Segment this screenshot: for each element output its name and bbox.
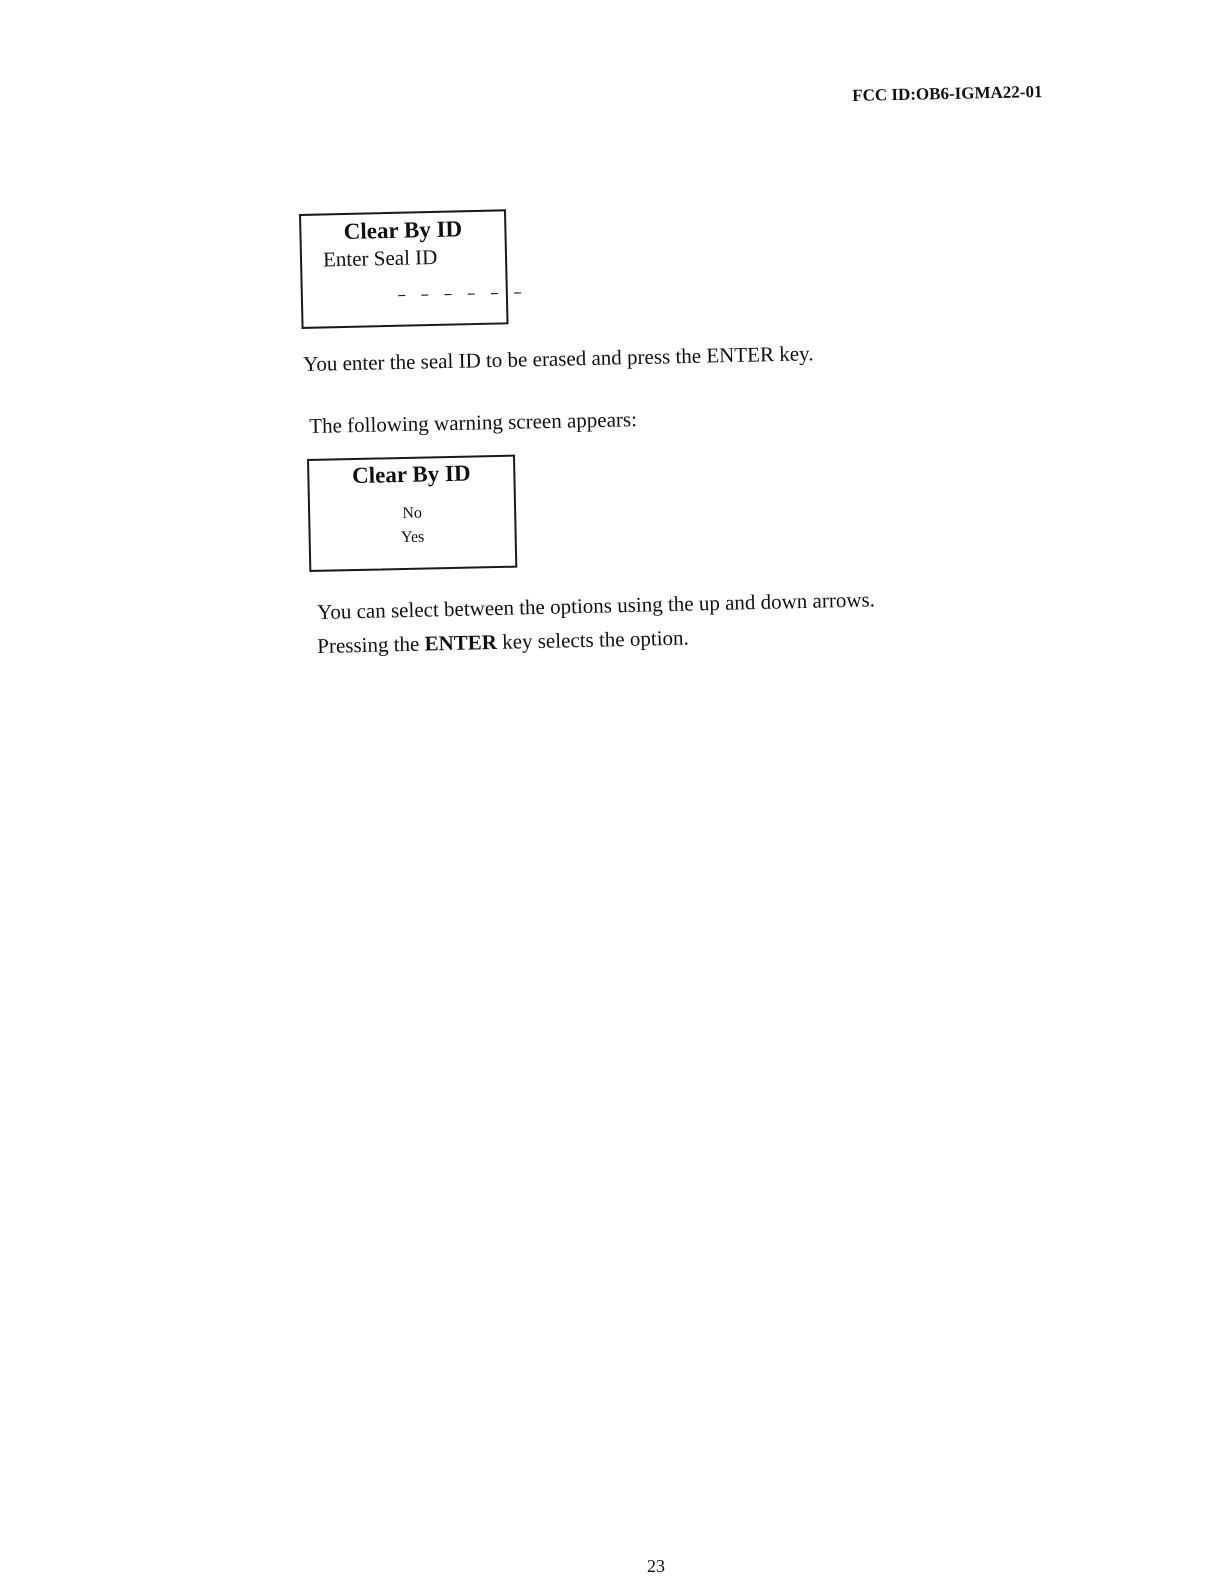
enter-seal-id-prompt: Enter Seal ID xyxy=(322,244,438,272)
instruction-enter-seal-id: You enter the seal ID to be erased and press the ENTER key. xyxy=(303,341,814,376)
clear-by-id-warning-screen xyxy=(307,455,517,572)
screen-title: Clear By ID xyxy=(351,460,471,489)
fcc-id-header: FCC ID:OB6-IGMA22-01 xyxy=(852,82,1043,105)
confirm-prefix-text: Pressing the xyxy=(317,631,425,658)
warning-intro-text: The following warning screen appears: xyxy=(309,407,638,438)
confirm-suffix-text: key selects the option. xyxy=(496,625,690,654)
page-number: 23 xyxy=(647,1556,665,1576)
enter-key-label: ENTER xyxy=(424,629,498,656)
instruction-confirm-option xyxy=(317,626,689,659)
instruction-select-options: You can select between the options using the up and down arrows. xyxy=(317,587,876,624)
clear-by-id-entry-screen xyxy=(299,209,525,329)
option-yes: Yes xyxy=(400,528,425,547)
seal-id-entry-field: – – – – – – xyxy=(396,283,525,305)
screen-title: Clear By ID xyxy=(343,216,463,244)
option-no: No xyxy=(402,504,423,523)
